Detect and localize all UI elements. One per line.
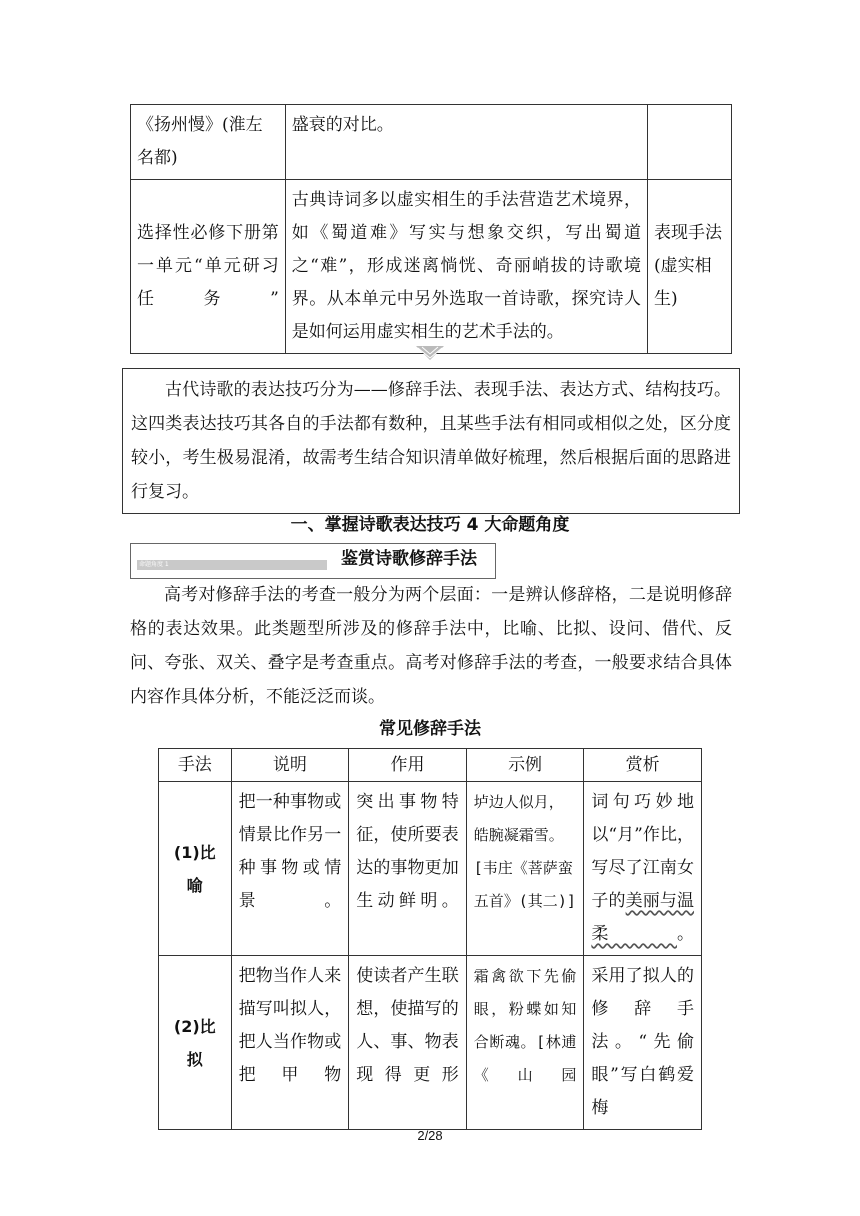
header-cell: 说明 xyxy=(231,749,349,782)
content-cell: 盛衰的对比。 xyxy=(285,105,647,180)
header-cell: 示例 xyxy=(466,749,584,782)
rhetoric-table xyxy=(158,748,702,1130)
table-row xyxy=(159,782,702,956)
table-header-row xyxy=(159,749,702,782)
method-cell: (2)比拟 xyxy=(159,956,232,1130)
table-row xyxy=(131,180,732,354)
table-row xyxy=(159,956,702,1130)
analysis-text-end: 。 xyxy=(677,924,694,944)
chevron-down-icon xyxy=(416,346,444,360)
textbook-task-table xyxy=(130,104,732,354)
table-title: 常见修辞手法 xyxy=(379,719,481,739)
example-cell: 垆边人似月，皓腕凝霜雪。[韦庄《菩萨蛮五首》(其二)] xyxy=(466,782,584,956)
analysis-text: 词句巧妙地以“月”作比，写尽了江南女子的 xyxy=(591,792,694,911)
effect-cell: 突出事物特征，使所要表达的事物更加生动鲜明。 xyxy=(349,782,467,956)
analysis-cell: 采用了拟人的修辞手法。“先偷眼”写白鹤爱梅 xyxy=(584,956,702,1130)
analysis-emphasis: 美丽与温柔 xyxy=(591,891,695,944)
content-cell: 古典诗词多以虚实相生的手法营造艺术境界，如《蜀道难》写实与想象交织，写出蜀道之“难”，形成迷离惝恍、奇丽峭拔的诗歌境界。从本单元中另外选取一首诗歌，探究诗人是如何运用虚实相生的艺术手法的。 xyxy=(285,180,647,354)
summary-box: 古代诗歌的表达技巧分为——修辞手法、表现手法、表达方式、结构技巧。这四类表达技巧其各自的手法都有数种，且某些手法有相同或相似之处，区分度较小，考生极易混淆，故需考生结合知识清单做好梳理，然后根据后面的思路进行复习。 xyxy=(122,368,740,514)
explanation-cell: 把物当作人来描写叫拟人，把人当作物或把甲物 xyxy=(231,956,349,1130)
banner-strip xyxy=(137,560,327,570)
page-number: 2/28 xyxy=(417,1128,443,1143)
header-cell: 作用 xyxy=(349,749,467,782)
table-row xyxy=(131,105,732,180)
explanation-cell: 把一种事物或情景比作另一种事物或情景。 xyxy=(231,782,349,956)
category-cell xyxy=(648,105,732,180)
topic-banner xyxy=(130,543,496,579)
example-cell: 霜禽欲下先偷眼，粉蝶如知合断魂。[林逋《山园 xyxy=(466,956,584,1130)
textbook-cell: 选择性必修下册第一单元“单元研习任务” xyxy=(131,180,286,354)
intro-paragraph: 高考对修辞手法的考查一般分为两个层面：一是辨认修辞格，二是说明修辞格的表达效果。此类题型所涉及的修辞手法中，比喻、比拟、设问、借代、反问、夸张、双关、叠字是考查重点。高考对修辞手法的考查，一般要求结合具体内容作具体分析，不能泛泛而谈。 xyxy=(130,585,732,707)
category-cell: 表现手法(虚实相生) xyxy=(648,180,732,354)
header-cell: 赏析 xyxy=(584,749,702,782)
analysis-cell xyxy=(584,782,702,956)
header-cell: 手法 xyxy=(159,749,232,782)
method-cell: (1)比喻 xyxy=(159,782,232,956)
section-title: 一、掌握诗歌表达技巧 4 大命题角度 xyxy=(290,515,570,535)
textbook-cell: 《扬州慢》(淮左名都) xyxy=(131,105,286,180)
banner-label: 鉴赏诗歌修辞手法 xyxy=(341,549,477,569)
effect-cell: 使读者产生联想，使描写的人、事、物表现得更形 xyxy=(349,956,467,1130)
banner-strip-text: 命题角度 1 xyxy=(139,561,169,568)
